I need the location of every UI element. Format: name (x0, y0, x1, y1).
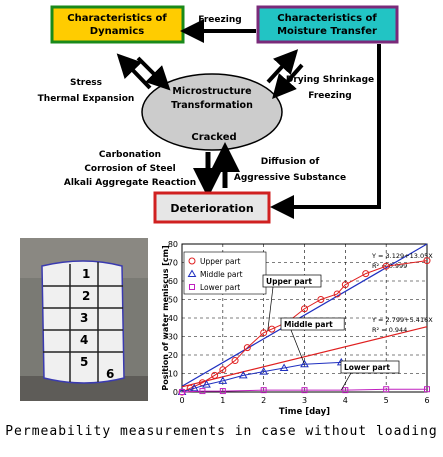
trendline-equation: Y = 3.129+13.05X (372, 252, 433, 260)
moisture-box-line1: Characteristics of (277, 13, 377, 24)
x-tick-label: 2 (261, 396, 267, 405)
dynamics-box (52, 7, 183, 42)
y-tick-label: 40 (167, 314, 178, 323)
x-tick-label: 4 (342, 396, 348, 405)
y-axis-label: Position of water meniscus [cm] (161, 245, 170, 391)
stress-label: Stress (69, 78, 103, 88)
legend-label: Middle part (200, 270, 243, 279)
segment-label-6: 6 (106, 367, 115, 381)
annotation-label: Middle part (284, 320, 333, 329)
deterioration-box (155, 193, 269, 222)
y-tick-label: 10 (167, 369, 178, 379)
y-tick-label: 50 (167, 295, 178, 305)
segment-label-1: 1 (82, 267, 91, 281)
segment-label-2: 2 (82, 289, 91, 303)
trendline-r2: R² = 0.999 (372, 262, 408, 270)
y-tick-label: 30 (167, 332, 178, 342)
y-tick-label: 20 (167, 351, 178, 360)
corrosion-label: Corrosion of Steel (84, 164, 176, 174)
x-tick-label: 1 (220, 396, 226, 405)
carbonation-label: Carbonation (98, 150, 162, 160)
legend-label: Lower part (200, 283, 241, 292)
x-axis-label: Time [day] (278, 407, 331, 417)
freezing-right-label: Freezing (308, 91, 352, 101)
y-tick-label: 0 (172, 388, 178, 397)
permeability-chart (161, 240, 433, 417)
y-tick-label: 80 (167, 240, 178, 249)
y-tick-label: 70 (167, 258, 178, 268)
x-tick-label: 5 (383, 396, 389, 405)
x-tick-label: 0 (179, 396, 185, 405)
microstructure-ellipse (142, 74, 282, 150)
ellipse-title-line1: Microstructure (172, 86, 252, 97)
segment-label-5: 5 (80, 355, 89, 369)
ellipse-cracked-label: Cracked (191, 132, 237, 143)
specimen-photo (20, 238, 148, 401)
deterioration-label: Deterioration (170, 202, 254, 215)
dynamics-box-line1: Characteristics of (67, 13, 167, 24)
segment-label-3: 3 (80, 311, 89, 325)
ellipse-title-line2: Transformation (171, 100, 253, 111)
drying-shrinkage-label: Drying Shrinkage (285, 75, 375, 85)
alkali-label: Alkali Aggregate Reaction (63, 178, 197, 188)
aggressive-substance-label: Aggressive Substance (233, 173, 347, 183)
x-tick-label: 6 (424, 396, 430, 405)
diffusion-label: Diffusion of (260, 157, 320, 167)
x-tick-label: 3 (301, 396, 308, 405)
trendline-r2: R² = 0.944 (372, 326, 408, 334)
thermal-expansion-label: Thermal Expansion (37, 94, 135, 104)
figure-caption: Permeability measurements in case without loading (5, 424, 438, 439)
moisture-transfer-box (258, 7, 397, 42)
segment-label-4: 4 (80, 333, 89, 347)
annotation-label: Upper part (266, 277, 312, 286)
freezing-label: Freezing (198, 15, 242, 25)
dynamics-box-line2: Dynamics (89, 26, 145, 37)
legend-label: Upper part (200, 257, 241, 266)
moisture-box-line2: Moisture Transfer (277, 26, 377, 37)
y-tick-label: 60 (167, 277, 178, 286)
trendline-equation: Y = 2.799+5.416X (372, 316, 433, 324)
annotation-label: Lower part (344, 363, 390, 372)
